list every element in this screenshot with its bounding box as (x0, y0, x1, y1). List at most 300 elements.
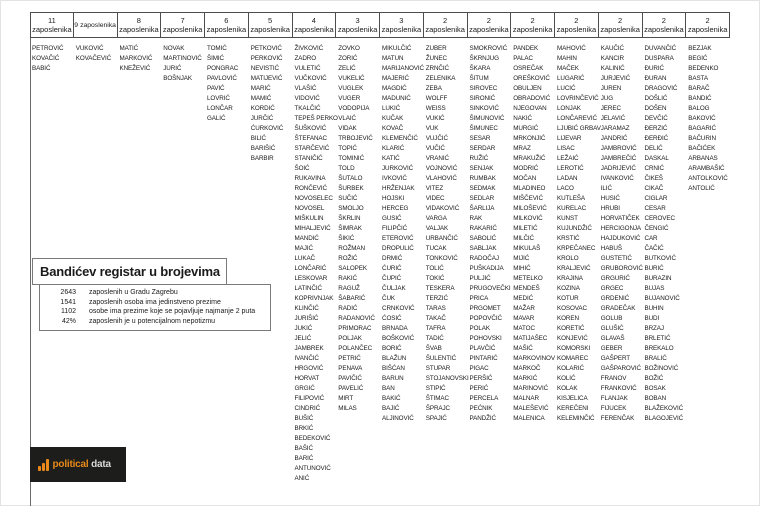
surname: SABOLIĆ (469, 235, 497, 242)
surname: BILIĆ (250, 135, 266, 142)
surname: MAJIĆ (294, 245, 313, 252)
surname: BUHIN (644, 305, 664, 312)
surname: GEBER (600, 345, 623, 352)
surname: TOLD (338, 165, 355, 172)
surname: GRADEČAK (600, 305, 636, 312)
stat-label: osobe ima prezime koje se pojavljuje najmanje 2 puta (89, 308, 256, 315)
surname: MARTINOVIĆ (163, 55, 202, 62)
surname: BUJAS (644, 285, 665, 292)
summary-stats-box (39, 284, 271, 331)
surname: TOMINIĆ (338, 155, 365, 162)
surname: RUŽIĆ (469, 155, 489, 162)
surname: PETKOVIĆ (250, 45, 282, 52)
surname: ŠARLIJA (469, 205, 495, 212)
surname: MAHIN (557, 55, 577, 62)
surname: ŠIMUNOVIĆ (469, 115, 505, 122)
surname: JURIĆ (163, 65, 182, 72)
surname: VUKOVIĆ (75, 45, 104, 52)
surname: MILOŠEVIĆ (513, 205, 547, 212)
surname: JUG (600, 95, 614, 102)
column-unit: zaposlenika (381, 25, 422, 34)
column-count: 2 (574, 16, 579, 25)
surname: MOČAN (513, 175, 537, 182)
column-unit: zaposlenika (250, 25, 290, 34)
surname: STIPIĆ (425, 385, 446, 392)
surname: MILČIĆ (513, 235, 534, 242)
surname-column (599, 44, 643, 424)
column-unit: zaposlenika (32, 25, 72, 34)
column-unit: zaposlenika (206, 25, 247, 34)
surname: MATIJEVIĆ (250, 75, 283, 82)
column-header (510, 12, 555, 38)
surname: JANDRIĆ (600, 135, 628, 142)
surname: ČUPIĆ (382, 275, 402, 282)
surname: MATIĆ (119, 45, 139, 52)
surname: VOJNOVIĆ (425, 165, 458, 172)
surname: LESKOVAR (294, 275, 328, 282)
surname: KOTUR (557, 295, 579, 302)
surname: NOVAK (163, 45, 185, 52)
surname: VUJČIĆ (425, 135, 448, 142)
surname: PRUGOVEČKI (469, 285, 511, 292)
surname: MATIJAŠEC (513, 335, 548, 342)
surname: SEDLAR (469, 195, 495, 202)
surname: BARIĆ (294, 455, 314, 462)
surname: BOBAN (644, 395, 667, 402)
surname: BEDEKOVIĆ (294, 435, 331, 442)
surname: MARKOČ (513, 365, 541, 372)
column-header (248, 12, 293, 38)
surname: MAČEK (557, 65, 579, 72)
surname: MADUNIĆ (382, 95, 411, 102)
surname: ŠURBEK (338, 185, 364, 192)
surname: ŽIVKOVIĆ (294, 45, 324, 52)
surname: KLARIĆ (382, 145, 405, 152)
surname-column (468, 44, 512, 424)
surname: BAŠIĆ (294, 445, 313, 452)
surname: PINTARIĆ (469, 355, 498, 362)
surname: LADAN (557, 175, 578, 182)
surname: ROŽIĆ (338, 255, 358, 262)
surname: BARUN (382, 375, 404, 382)
surname: TERZIĆ (425, 295, 448, 302)
surname-column (380, 44, 424, 424)
surname: BALOG (688, 105, 710, 112)
surname-column (424, 44, 468, 424)
surname: MATOC (513, 325, 535, 332)
surname: TOMIĆ (207, 45, 227, 52)
surname: OBRADOVIĆ (513, 95, 551, 102)
surname: ĆOSIĆ (382, 315, 402, 322)
surname: ĐURAN (644, 75, 667, 82)
surname: LUGARIĆ (557, 75, 585, 82)
surname: LUKIĆ (382, 105, 401, 112)
surname: GRDENIĆ (600, 295, 630, 302)
surname: TESKERA (425, 285, 455, 292)
surname: BEZJAK (688, 45, 712, 52)
surname: TUCAK (425, 245, 447, 252)
surname: JURČIĆ (250, 115, 274, 122)
surname: OBULJEN (513, 85, 542, 92)
surname: BARAČ (688, 85, 710, 92)
surname: ĐERZIĆ (644, 125, 668, 132)
surname: VUČIĆ (425, 145, 445, 152)
surname: KRALJEVIĆ (557, 265, 591, 272)
surname: STOJANOVSKI (425, 375, 469, 382)
surname: KATIĆ (382, 155, 400, 162)
surname: KRPEČANEC (557, 245, 596, 252)
surname: KNEŽEVIĆ (119, 65, 151, 72)
surname: MAŠIĆ (513, 345, 533, 352)
surname: LOVRIĆ (207, 95, 230, 102)
surname: JURJEVIĆ (600, 75, 631, 82)
surname: TRBOJEVIĆ (338, 135, 373, 142)
surname: CIKAČ (644, 185, 664, 192)
surname: IVANČIĆ (294, 355, 319, 362)
surname: NEVISTIĆ (250, 65, 279, 72)
column-count: 2 (443, 16, 448, 25)
surname: JELIĆ (294, 335, 312, 342)
surname: BLAŽUN (382, 355, 407, 362)
brand-text (53, 459, 111, 470)
surname: TADIĆ (425, 335, 444, 342)
surname: CRNKOVIĆ (382, 305, 415, 312)
surname: JARAMAZ (600, 125, 630, 132)
column-count: 7 (180, 16, 185, 25)
surname: RAGUŽ (338, 285, 360, 292)
surname: HAJDUKOVIĆ (600, 235, 641, 242)
surname: MAGDIĆ (382, 85, 407, 92)
surname: ĆURKOVIĆ (250, 125, 284, 132)
surname: RAK (469, 215, 483, 222)
column-unit: zaposlenika (162, 25, 203, 34)
surname: JELAVIĆ (600, 115, 626, 122)
surname: ŠKRLIN (338, 215, 361, 222)
surname: ZOVKO (338, 45, 360, 52)
surname-column (336, 44, 380, 414)
column-count: 2 (618, 16, 623, 25)
surname: MIHIĆ (513, 265, 531, 272)
surname: PERCELA (469, 395, 499, 402)
surname: GAŠPERT (600, 355, 631, 362)
surname: PEĆNIK (469, 405, 493, 412)
surname: BOŽINOVIĆ (644, 365, 679, 372)
surname: VUKIĆ (425, 115, 445, 122)
surname: MARIĆ (250, 85, 271, 92)
surname: LONČAREVIĆ (557, 115, 597, 122)
surname: ŠIMRAK (338, 225, 362, 232)
surname: DEVČIĆ (644, 115, 668, 122)
column-header (204, 12, 249, 38)
surname: DUSPARA (644, 55, 674, 62)
surname: VIDOVIĆ (294, 95, 320, 102)
surname: LONJAK (557, 105, 581, 112)
surname: MAHOVIĆ (557, 45, 586, 52)
surname: VIDAKOVIĆ (425, 205, 460, 212)
surname: BRKIĆ (294, 425, 314, 432)
surname: KOZINA (557, 285, 580, 292)
surname: PIGAC (469, 365, 489, 372)
surname: ARAMBAŠIĆ (688, 165, 725, 172)
surname: BOŽIĆ (644, 375, 664, 382)
surname: PERIĆ (469, 385, 489, 392)
surname: SABLJAK (469, 245, 497, 252)
surname: HRŽENJAK (382, 185, 415, 192)
surname: KROLO (557, 255, 579, 262)
surname: MIKULČIĆ (382, 45, 412, 52)
column-count: 5 (268, 16, 273, 25)
surname: PRGOMET (469, 305, 501, 312)
surname: KOMAREC (557, 355, 589, 362)
surname: POHOVSKI (469, 335, 502, 342)
surname: VUGER (338, 95, 361, 102)
surname: FILIPOVIĆ (294, 395, 325, 402)
surname: KOVAČEVIĆ (75, 55, 112, 62)
surname: ŠIMIĆ (207, 55, 224, 62)
surname: MARIJANOVIĆ (382, 65, 424, 72)
column-header (117, 12, 162, 38)
surname: NOVOSELEC (294, 195, 333, 202)
surname: CRNIĆ (644, 165, 664, 172)
surname: BIŠĆAN (382, 365, 405, 372)
surname: ĐERĐIĆ (644, 135, 669, 142)
column-header (379, 12, 424, 38)
surname: SESAR (469, 135, 491, 142)
surname: CEROVEC (644, 215, 675, 222)
surname: KELEMINČIĆ (557, 415, 595, 422)
surname: GRGURIĆ (600, 275, 630, 282)
surname: ANIĆ (294, 475, 310, 482)
surname-column (118, 44, 162, 74)
summary-title-box (32, 258, 227, 285)
surname: ČENGIĆ (644, 225, 669, 232)
stat-value: 2643 (60, 289, 76, 296)
column-unit: zaposlenika (294, 25, 334, 34)
surname: HUSIĆ (600, 195, 620, 202)
surname: CESAR (644, 205, 666, 212)
surname: ARBANAS (688, 155, 718, 162)
surname: PAVLOVIĆ (207, 75, 237, 82)
surname: KOPRIVNJAK (294, 295, 334, 302)
surname: HERCEG (382, 205, 409, 212)
surname: MAVAR (513, 315, 535, 322)
surname: MLADINEO (513, 185, 546, 192)
surname: MRKONJIĆ (513, 135, 546, 142)
surname: MALEŠEVIĆ (513, 405, 549, 412)
surname: JADRIJEVIĆ (600, 165, 636, 172)
surname: HRUBI (600, 205, 620, 212)
surname: SEDMAK (469, 185, 496, 192)
surname: ĐURIĆ (644, 65, 664, 72)
surname-column (249, 44, 293, 164)
surname: LEŽAIĆ (557, 155, 579, 162)
surname: PULJIĆ (469, 275, 491, 282)
surname: ŠITUM (469, 75, 489, 82)
surname: MRAKUŽIĆ (513, 155, 546, 162)
surname: PANDEK (513, 45, 539, 52)
surname: SPAJIĆ (425, 415, 447, 422)
surname: ŠPRAJC (425, 405, 450, 412)
surname: WOLFF (425, 95, 448, 102)
column-unit: zaposlenika (600, 25, 640, 34)
surname: WEISS (425, 105, 446, 112)
stat-row (42, 307, 268, 317)
surname: PLAVČIĆ (469, 345, 496, 352)
surname: KUJUNDŽIĆ (557, 225, 592, 232)
surname: BANDIĆ (688, 95, 712, 102)
surname: ZORIĆ (338, 55, 358, 62)
surname: LISAC (557, 145, 575, 152)
surname: BAKIĆ (382, 395, 401, 402)
surname: ZRNČIĆ (425, 65, 449, 72)
surname: NAKIĆ (513, 115, 532, 122)
surname: PRIMORAC (338, 325, 372, 332)
surname: DRAGOVIĆ (644, 85, 678, 92)
surname: BRALIĆ (644, 355, 667, 362)
surname: OSREČAK (513, 65, 544, 72)
surname: LEROTIĆ (557, 165, 584, 172)
surname: KISJELICA (557, 395, 588, 402)
surname: SENJAK (469, 165, 494, 172)
surname: MALENICA (513, 415, 545, 422)
surname: KALINIĆ (600, 65, 625, 72)
column-count: 2 (705, 16, 710, 25)
column-header (598, 12, 643, 38)
surname: BEGIĆ (688, 55, 708, 62)
surname: GRGIĆ (294, 385, 315, 392)
column-header (554, 12, 599, 38)
surname: LATINČIĆ (294, 285, 322, 292)
surname: BABIĆ (32, 65, 51, 72)
column-unit: zaposlenika (119, 25, 159, 34)
surname: NJEGOVAN (513, 105, 547, 112)
surname: LUKAČ (294, 255, 315, 262)
surname: VUK (425, 125, 439, 132)
surname: LONČAR (207, 105, 233, 112)
surname: MODRIĆ (513, 165, 539, 172)
surname: KOLARIĆ (557, 365, 584, 372)
surname: VIDAK (338, 125, 357, 132)
surname: DUVANČIĆ (644, 45, 677, 52)
brand-text-secondary: data (91, 459, 111, 470)
column-count: 3 (355, 16, 360, 25)
surname: PALAC (513, 55, 533, 62)
surname: ŠKRNJUG (469, 55, 499, 62)
surname: CAR (644, 235, 658, 242)
surname: CIGLAR (644, 195, 668, 202)
surname: TARAS (425, 305, 446, 312)
surname: DOŠLIĆ (644, 95, 668, 102)
surname: GRGEC (600, 285, 624, 292)
surname: PETROVIĆ (32, 45, 64, 52)
surname: BASTA (688, 75, 708, 82)
surname: JAMBREK (294, 345, 324, 352)
surname: VULETIĆ (294, 65, 321, 72)
surname: LACO (557, 185, 574, 192)
surname: MILAS (338, 405, 357, 412)
surname: BEDENKO (688, 65, 719, 72)
surname: BLAGOJEVIĆ (644, 415, 684, 422)
surname: LUCIĆ (557, 85, 576, 92)
surname: LOVRINČEVIĆ (557, 95, 599, 102)
surname: ROŽMAN (338, 245, 365, 252)
surname: BARBIR (250, 155, 274, 162)
surname-column (293, 44, 337, 484)
surname: RUKAVINA (294, 175, 326, 182)
surname: MAJERIĆ (382, 75, 409, 82)
column-count: 8 (136, 16, 141, 25)
surname: RADOČAJ (469, 255, 499, 262)
surname: JUREN (600, 85, 622, 92)
surname: BAGARIĆ (688, 125, 716, 132)
surname: PUŠKADIJA (469, 265, 504, 272)
surname: DOŠEN (644, 105, 667, 112)
surname: HORVATIČEK (600, 215, 640, 222)
surname: ŠUŠKOVIĆ (294, 125, 327, 132)
surname: VLAŠIĆ (294, 85, 317, 92)
surname: KEREČENI (557, 405, 589, 412)
surname: URBANČIĆ (425, 235, 458, 242)
surname: VARGA (425, 215, 447, 222)
surname: BUŠIĆ (294, 415, 314, 422)
surname: KOMORSKI (557, 345, 591, 352)
surname: PRICA (469, 295, 489, 302)
surname: GRUBOROVIĆ (600, 265, 643, 272)
stat-row (42, 288, 268, 298)
column-unit: zaposlenika (469, 25, 509, 34)
surname: MARINOVIĆ (513, 385, 549, 392)
stat-label: zaposlenih osoba ima jedinstveno prezime (89, 298, 221, 306)
surname: RONČEVIĆ (294, 185, 327, 192)
surname: BLAŽEKOVIĆ (644, 405, 684, 412)
surname: GALIĆ (207, 115, 226, 122)
surname: ŠKARA (469, 65, 491, 72)
surname: PENAVA (338, 365, 363, 372)
surname: BAJIĆ (382, 405, 400, 412)
surname: BUDI (644, 315, 660, 322)
surname-column (161, 44, 205, 84)
surname: MENDEŠ (513, 285, 540, 292)
surname: PAVIĆ (207, 85, 225, 92)
stat-row (42, 298, 268, 308)
brand-text-primary: political (52, 459, 89, 470)
surname: MILETIĆ (513, 225, 538, 232)
surname: ETEROVIĆ (382, 235, 414, 242)
stat-row (42, 317, 268, 327)
surname: ČUK (382, 295, 395, 302)
surname: JURIŠIĆ (294, 315, 319, 322)
surname: ILIĆ (600, 185, 612, 192)
column-count: 2 (661, 16, 666, 25)
surname: BAČURIN (688, 135, 716, 142)
surname: DELIĆ (644, 145, 663, 152)
summary-title: Bandićev registar u brojevima (40, 264, 220, 279)
surname: MANDIĆ (294, 235, 319, 242)
surname: BARIŠIĆ (250, 145, 276, 152)
surname: BUTKOVIĆ (644, 255, 676, 262)
surname: ŽUNEC (425, 55, 447, 62)
surname: SINKOVIĆ (469, 105, 499, 112)
surname: HOJSKI (382, 195, 405, 202)
surname: BOSAK (644, 385, 666, 392)
surname: TONKOVIĆ (425, 255, 458, 262)
surname: LONČARIĆ (294, 265, 327, 272)
surname: ZELIĆ (338, 65, 356, 72)
surname: FERENČAK (600, 415, 635, 422)
surname: SIROVEC (469, 85, 498, 92)
column-header (685, 12, 730, 38)
column-header (335, 12, 380, 38)
